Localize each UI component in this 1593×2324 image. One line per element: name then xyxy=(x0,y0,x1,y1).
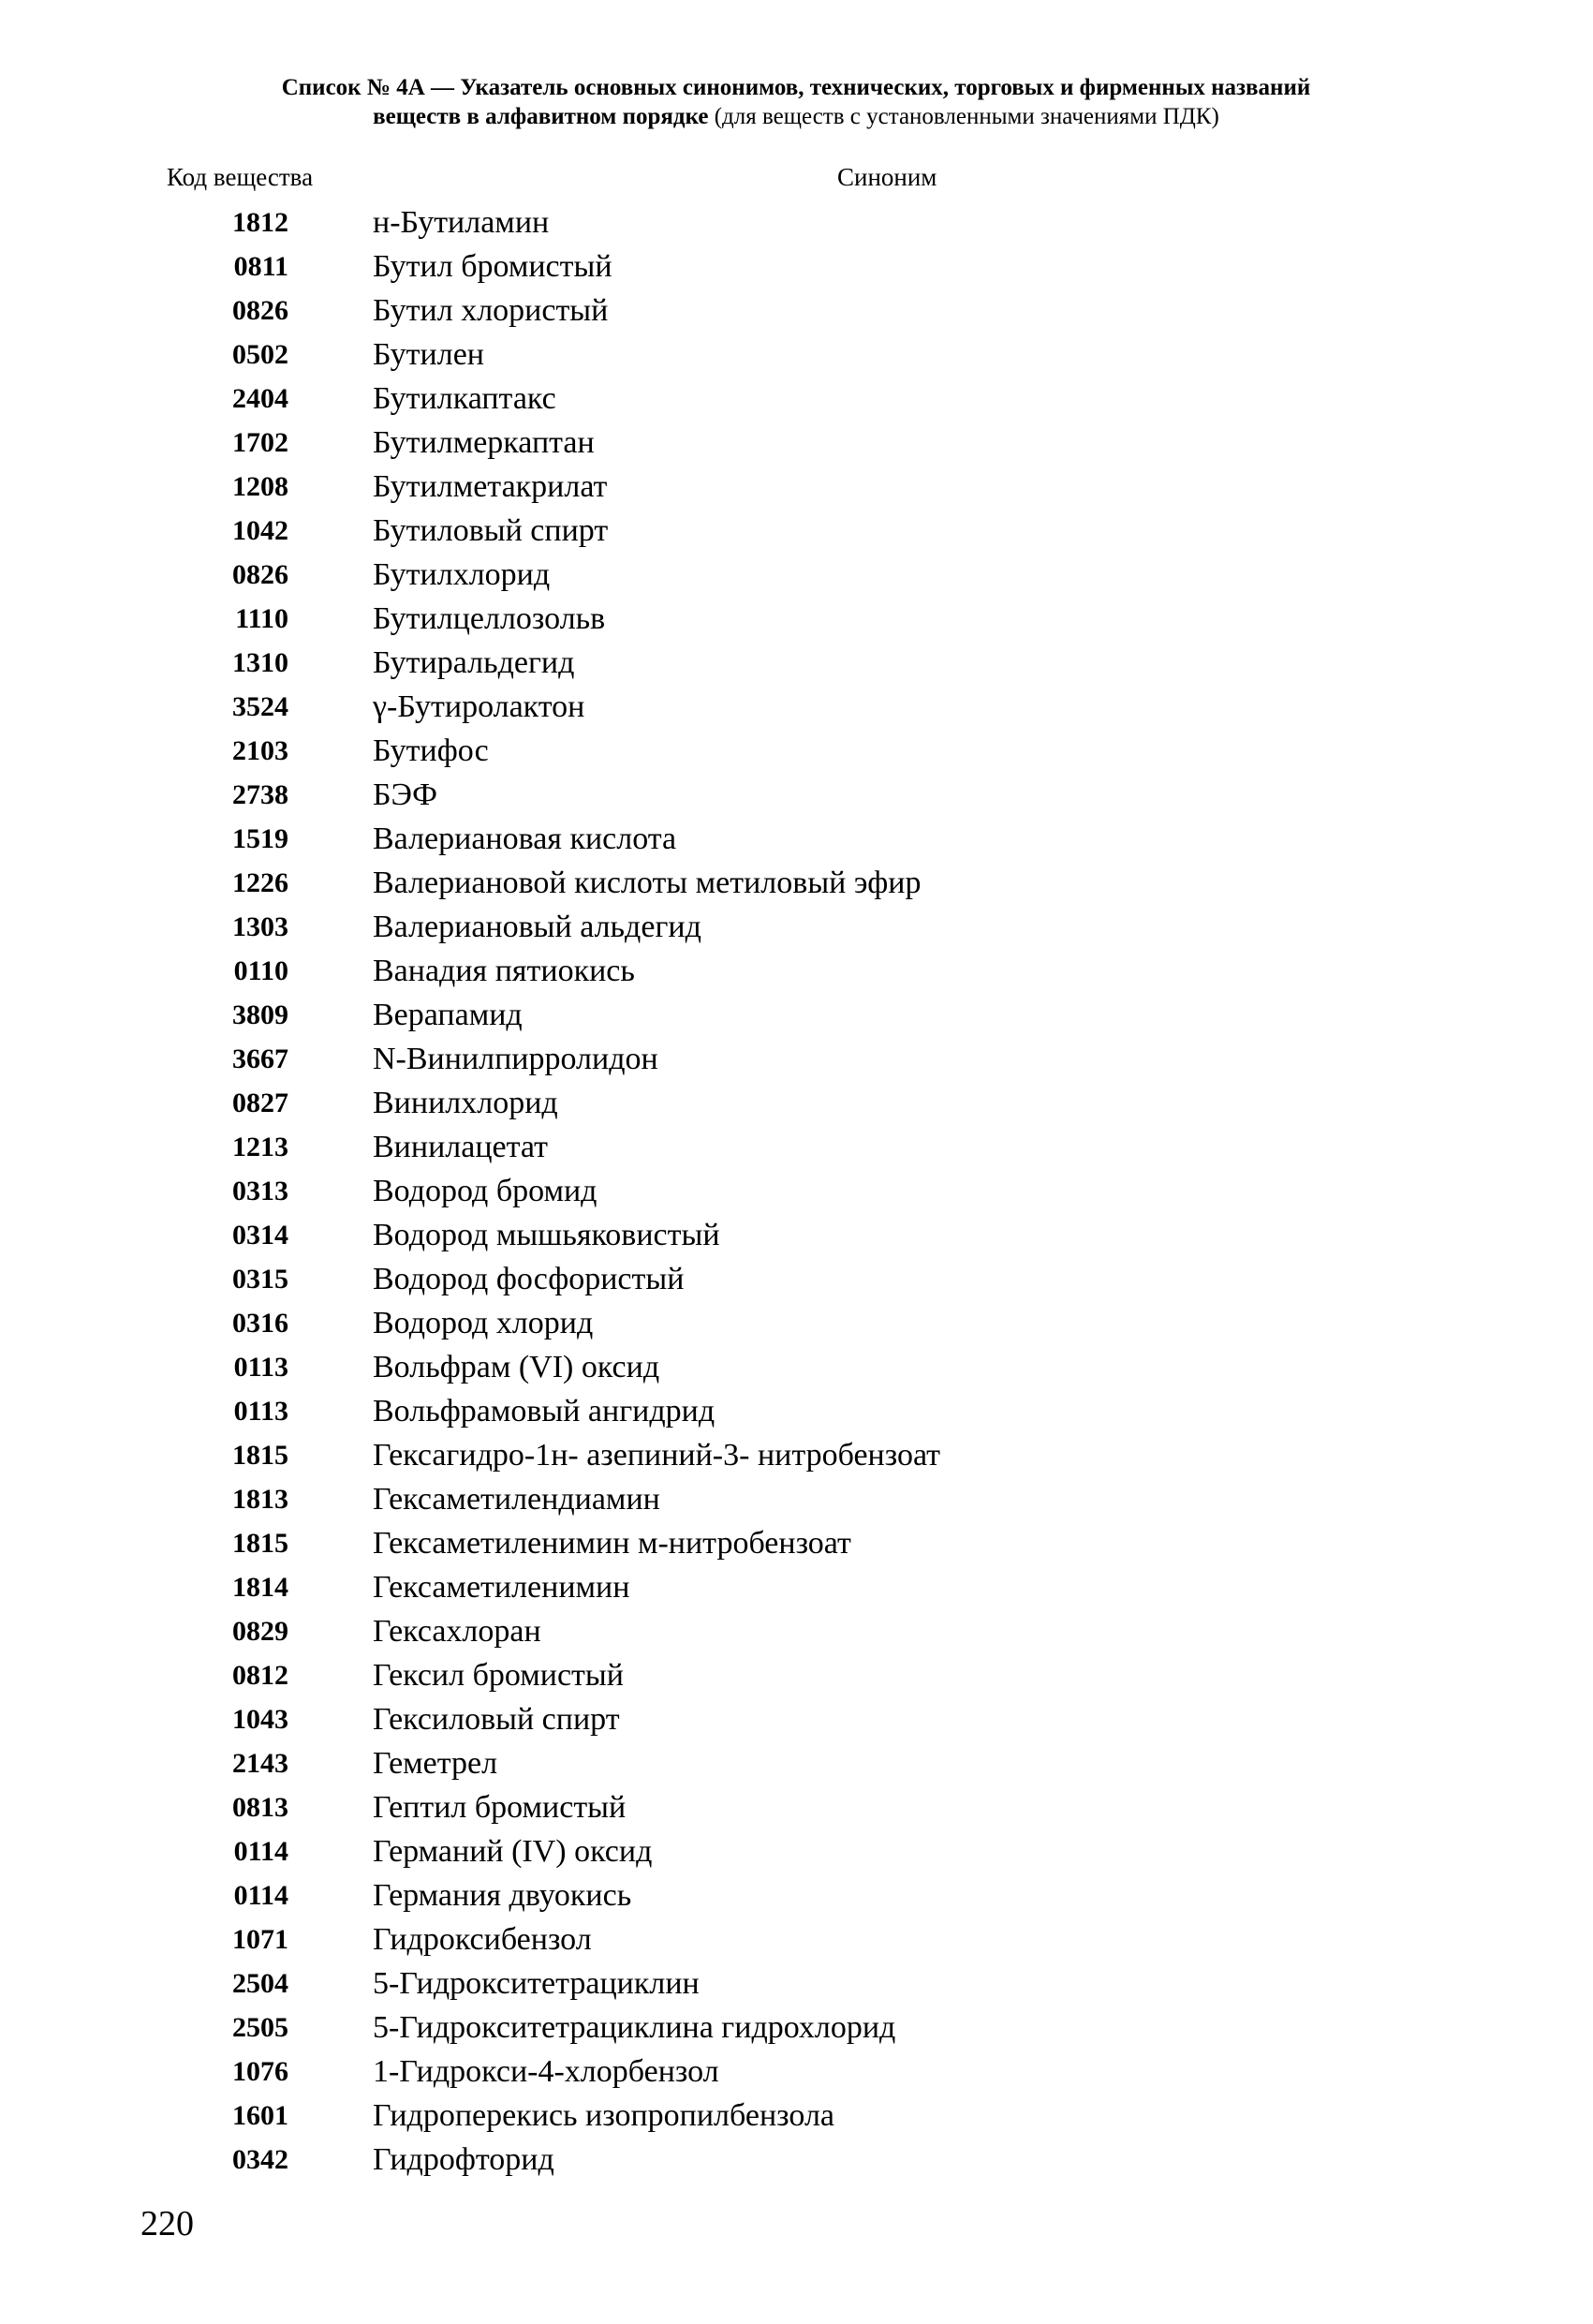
page-number: 220 xyxy=(140,2204,194,2243)
substance-code: 0113 xyxy=(233,1396,288,1427)
table-row xyxy=(0,1697,1593,1741)
table-row xyxy=(0,200,1593,244)
substance-code: 3667 xyxy=(232,1044,288,1074)
synonym-text: БЭФ xyxy=(373,777,437,812)
substance-code: 0110 xyxy=(233,955,288,986)
synonym-text: Водород мышьяковистый xyxy=(373,1218,720,1252)
synonym-text: Бутилмеркаптан xyxy=(373,425,595,460)
synonym-text: Бутифос xyxy=(373,733,489,768)
synonym-text: Винилхлорид xyxy=(373,1086,558,1120)
substance-code: 0316 xyxy=(232,1308,288,1339)
synonym-text: Ванадия пятиокись xyxy=(373,954,635,988)
substance-code: 0342 xyxy=(232,2144,288,2175)
substance-code: 0812 xyxy=(232,1660,288,1691)
synonym-text: Валериановый альдегид xyxy=(373,910,701,944)
table-row xyxy=(0,1169,1593,1213)
table-row xyxy=(0,597,1593,641)
table-row xyxy=(0,861,1593,905)
column-header-code: Код вещества xyxy=(167,163,314,191)
synonym-text: Гептил бромистый xyxy=(373,1790,627,1825)
synonym-text: Бутилен xyxy=(373,337,484,372)
synonym-text: Гексаметиленимин xyxy=(373,1570,630,1605)
synonym-text: Бутиловый спирт xyxy=(373,513,609,548)
synonym-text: Бутил бромистый xyxy=(373,249,612,284)
synonym-text: Валериановой кислоты метиловый эфир xyxy=(373,866,922,900)
table-row xyxy=(0,1653,1593,1697)
substance-code: 3809 xyxy=(232,999,288,1030)
synonym-text: Винилацетат xyxy=(373,1130,548,1164)
table-row xyxy=(0,2006,1593,2050)
synonym-text: Вольфрамовый ангидрид xyxy=(373,1394,715,1428)
substance-code: 0813 xyxy=(232,1792,288,1823)
substance-code: 1213 xyxy=(232,1132,288,1162)
table-row xyxy=(0,1037,1593,1081)
table-row xyxy=(0,1389,1593,1433)
table-row xyxy=(0,421,1593,465)
substance-code: 1043 xyxy=(232,1704,288,1735)
table-row xyxy=(0,641,1593,685)
synonym-text: Гексагидро-1н- азепиний-3- нитробензоат xyxy=(373,1438,941,1473)
substance-code: 1076 xyxy=(232,2056,288,2087)
substance-code: 0502 xyxy=(232,339,288,370)
substance-code: 2103 xyxy=(232,735,288,766)
synonym-text: Бутилметакрилат xyxy=(373,469,608,504)
table-row xyxy=(0,1301,1593,1345)
substance-code: 2143 xyxy=(232,1748,288,1779)
synonym-text: Гидроперекись изопропилбензола xyxy=(373,2098,834,2133)
table-row xyxy=(0,1521,1593,1565)
synonym-text: Бутиральдегид xyxy=(373,645,575,680)
title-line-2 xyxy=(140,102,1452,131)
synonym-text: Бутилхлорид xyxy=(373,557,551,592)
substance-code: 1702 xyxy=(232,427,288,458)
substance-code: 0827 xyxy=(232,1088,288,1118)
substance-code: 2504 xyxy=(232,1968,288,1999)
synonym-text: н-Бутиламин xyxy=(373,205,550,240)
page-title xyxy=(140,73,1452,131)
table-row xyxy=(0,1213,1593,1257)
synonym-text: Вольфрам (VI) оксид xyxy=(373,1350,660,1384)
table-row xyxy=(0,1565,1593,1609)
table-row xyxy=(0,1873,1593,1917)
synonym-text: Гексил бромистый xyxy=(373,1658,624,1693)
substance-code: 1110 xyxy=(235,603,288,634)
substance-code: 0315 xyxy=(232,1264,288,1295)
substance-code: 3524 xyxy=(232,691,288,722)
table-row xyxy=(0,244,1593,289)
substance-code: 1814 xyxy=(232,1572,288,1603)
substance-code: 2404 xyxy=(232,383,288,414)
synonym-table xyxy=(0,200,1593,2182)
substance-code: 1601 xyxy=(232,2100,288,2131)
substance-code: 1226 xyxy=(232,867,288,898)
table-row xyxy=(0,1125,1593,1169)
synonym-text: 5-Гидрокситетрациклин xyxy=(373,1966,700,2001)
substance-code: 1310 xyxy=(232,647,288,678)
table-row xyxy=(0,1081,1593,1125)
substance-code: 1813 xyxy=(232,1484,288,1515)
synonym-text: Геметрел xyxy=(373,1746,498,1781)
substance-code: 0811 xyxy=(233,251,288,282)
table-row xyxy=(0,2050,1593,2094)
table-row xyxy=(0,817,1593,861)
synonym-text: Гексиловый спирт xyxy=(373,1702,620,1737)
substance-code: 0826 xyxy=(232,559,288,590)
table-row xyxy=(0,685,1593,729)
table-row xyxy=(0,377,1593,421)
synonym-text: Водород хлорид xyxy=(373,1306,594,1340)
synonym-text: Водород бромид xyxy=(373,1174,597,1208)
table-row xyxy=(0,1785,1593,1829)
table-row xyxy=(0,949,1593,993)
substance-code: 0829 xyxy=(232,1616,288,1647)
synonym-text: Валериановая кислота xyxy=(373,822,677,856)
synonym-text: Бутил хлористый xyxy=(373,293,609,328)
substance-code: 1208 xyxy=(232,471,288,502)
substance-code: 2738 xyxy=(232,779,288,810)
synonym-text: Бутилкаптакс xyxy=(373,381,556,416)
table-row xyxy=(0,1433,1593,1477)
substance-code: 0313 xyxy=(232,1176,288,1206)
column-header-synonym: Синоним xyxy=(837,163,937,191)
synonym-text: 1-Гидрокси-4-хлорбензол xyxy=(373,2054,719,2089)
table-row xyxy=(0,1257,1593,1301)
synonym-text: Германия двуокись xyxy=(373,1878,632,1913)
synonym-text: Водород фосфористый xyxy=(373,1262,685,1296)
substance-code: 1042 xyxy=(232,515,288,546)
table-row xyxy=(0,993,1593,1037)
synonym-text: Гексаметиленимин м-нитробензоат xyxy=(373,1526,851,1561)
substance-code: 0114 xyxy=(233,1836,288,1867)
substance-code: 0113 xyxy=(233,1352,288,1383)
substance-code: 0826 xyxy=(232,295,288,326)
substance-code: 1815 xyxy=(232,1528,288,1559)
synonym-text: Германий (IV) оксид xyxy=(373,1834,653,1869)
title-line-2-bold: веществ в алфавитном порядке xyxy=(373,104,709,129)
synonym-text: 5-Гидрокситетрациклина гидрохлорид xyxy=(373,2010,896,2045)
synonym-text: Гексахлоран xyxy=(373,1614,541,1649)
table-row xyxy=(0,2094,1593,2138)
substance-code: 0314 xyxy=(232,1220,288,1251)
table-row xyxy=(0,1741,1593,1785)
synonym-text: N-Винилпирролидон xyxy=(373,1042,658,1076)
table-row xyxy=(0,905,1593,949)
table-row xyxy=(0,1345,1593,1389)
substance-code: 0114 xyxy=(233,1880,288,1911)
synonym-text: Гексаметилендиамин xyxy=(373,1482,660,1517)
substance-code: 1071 xyxy=(232,1924,288,1955)
substance-code: 2505 xyxy=(232,2012,288,2043)
table-row xyxy=(0,1829,1593,1873)
title-line-2-rest: (для веществ с установленными значениями ПДК) xyxy=(708,104,1219,129)
table-row xyxy=(0,1477,1593,1521)
synonym-text: Гидрофторид xyxy=(373,2142,554,2177)
synonym-text: γ-Бутиролактон xyxy=(373,689,585,724)
table-row xyxy=(0,553,1593,597)
substance-code: 1519 xyxy=(232,823,288,854)
substance-code: 1812 xyxy=(232,207,288,238)
table-row xyxy=(0,465,1593,509)
title-line-1: Список № 4А — Указатель основных синонимов, технических, торговых и фирменных названий xyxy=(281,75,1311,100)
table-row xyxy=(0,773,1593,817)
synonym-text: Бутилцеллозольв xyxy=(373,601,606,636)
substance-code: 1303 xyxy=(232,911,288,942)
table-row xyxy=(0,289,1593,333)
table-row xyxy=(0,1917,1593,1961)
table-row xyxy=(0,1609,1593,1653)
table-row xyxy=(0,2138,1593,2182)
table-row xyxy=(0,729,1593,773)
synonym-text: Гидроксибензол xyxy=(373,1922,592,1957)
table-row xyxy=(0,333,1593,377)
synonym-text: Верапамид xyxy=(373,998,523,1032)
table-row xyxy=(0,1961,1593,2006)
substance-code: 1815 xyxy=(232,1440,288,1471)
table-row xyxy=(0,509,1593,553)
